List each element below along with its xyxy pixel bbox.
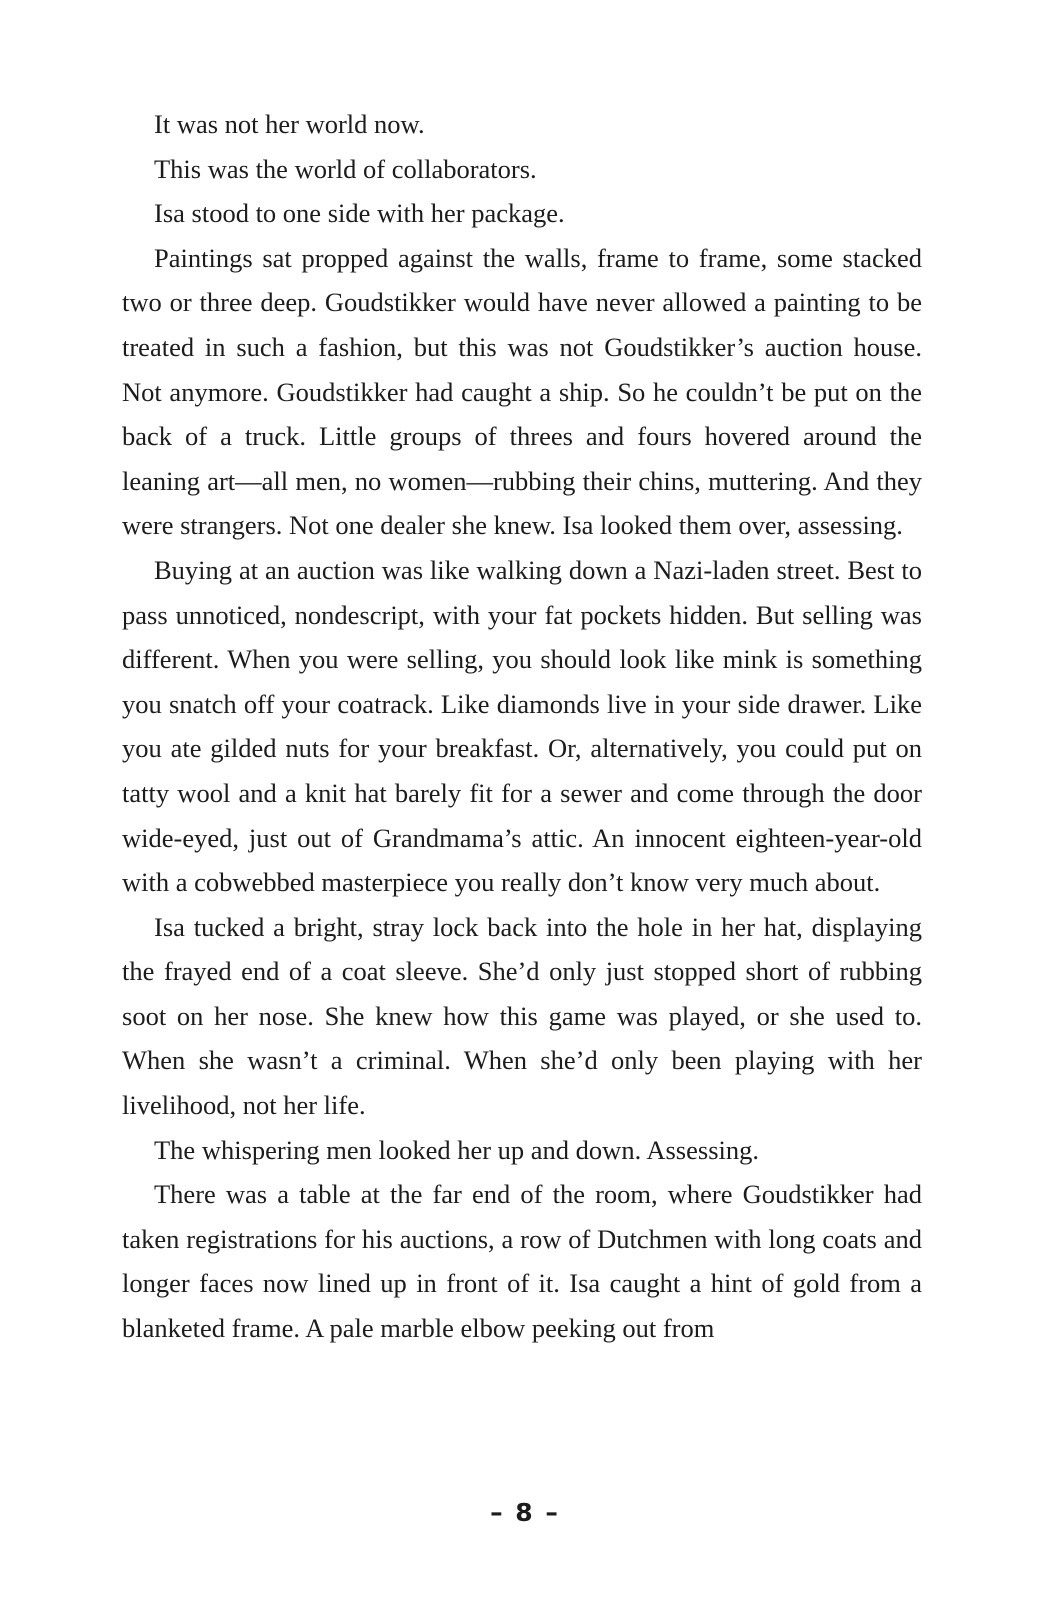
paragraph-4: Paintings sat propped against the walls, frame to frame, some stacked two or three deep. Goudstikker would have never allowed a painting to be treated in such a fashion, but this was not Goudstikker’s auction house. Not anymore. Goudstikker had caught a ship. So he couldn’t be put on the back of a truck. Little groups of threes and fours hovered around the leaning art—all men, no women—rubbing their chins, muttering. And they were strangers. Not one dealer she knew. Isa looked them over, assessing. [122,242,922,541]
paragraph-7: The whispering men looked her up and down. Assessing. [154,1134,759,1165]
page-number: – 8 – [490,1498,560,1527]
paragraph-3: Isa stood to one side with her package. [154,198,565,229]
paragraph-5: Buying at an auction was like walking down a Nazi-laden street. Best to pass unnoticed, nondescript, with your fat pockets hidden. But selling was different. When you were selling, you should look like mink is something you snatch off your coatrack. Like diamonds live in your side drawer. Like you ate gilded nuts for your breakfast. Or, alternatively, you could put on tatty wool and a knit hat barely fit for a sewer and come through the door wide-eyed, just out of Grandmama’s attic. An innocent eighteen-year-old with a cobwebbed masterpiece you really don’t know very much about. [122,554,922,898]
page-body-text [122,102,922,1351]
paragraph-8: There was a table at the far end of the room, where Goudstikker had taken registrations for his auctions, a row of Dutchmen with long coats and longer faces now lined up in front of it. Isa caught a hint of gold from a blanketed frame. A pale marble elbow peeking out from [122,1179,922,1344]
paragraph-2: This was the world of collaborators. [154,153,537,184]
paragraph-1: It was not her world now. [154,109,425,139]
paragraph-6: Isa tucked a bright, stray lock back into the hole in her hat, displaying the frayed end of a coat sleeve. She’d only just stopped short of rubbing soot on her nose. She knew how this game was played, or she used to. When she wasn’t a criminal. When she’d only been playing with her livelihood, not her life. [122,911,922,1121]
